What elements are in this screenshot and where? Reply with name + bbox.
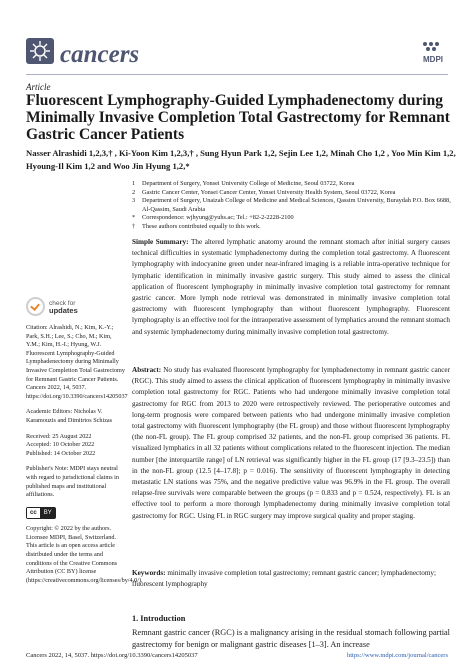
footer-citation[interactable]: Cancers 2022, 14, 5037. https://doi.org/10.3390/cancers14205037 (26, 652, 198, 659)
received-date: Received: 25 August 2022 (26, 432, 92, 440)
journal-name: cancers (60, 41, 140, 68)
correspondence: * Correspondence: wjhyung@yuhs.ac; Tel.: +82-2-2228-2100 (132, 214, 294, 221)
journal-link[interactable]: https://www.mdpi.com/journal/cancers (346, 652, 448, 659)
cancers-logo-icon (26, 38, 54, 64)
affiliations (132, 180, 452, 231)
author-line-2: Hyoung-Il Kim 1,2 and Woo Jin Hyung 1,2,* (26, 161, 190, 171)
article-sidebar (26, 297, 143, 585)
simple-summary: Simple Summary: The altered lymphatic anatomy around the remnant stomach after initial surgery causes technical difficulties in systematic lymphadenectomy during the completion total gastrectomy. A fluorescent lymphography with indocyanine green under near-infrared imaging is a reliable intra-operative technique for lymphatic identification in minimally invasive gastric surgery. This study aimed to assess the clinical application of fluorescent lymphography in minimally invasive completion total gastrectomy for remnant gastric cancer. More lymph node retrieval was demonstrated in minimally invasive completion total gastrectomy with fluorescent lymphography than without fluorescent lymphography. Fluorescent lymphography is an effective tool for the intraoperative assessment of lymphatics around the remnant stomach and systemic lymphadenectomy during minimally invasive completion total gastrectomy. (132, 238, 451, 336)
introduction-text: Remnant gastric cancer (RGC) is a malignancy arising in the residual stomach following partial gastrectomy for benign or malignant gastric diseases [1–3]. An increase (132, 628, 450, 649)
section-heading: 1. Introduction (132, 614, 186, 623)
equal-contribution-note: † These authors contributed equally to this work. (132, 222, 261, 230)
publisher-name: MDPI (423, 55, 443, 64)
check-for-updates-button[interactable]: check for updates (26, 297, 126, 316)
author-list (26, 147, 456, 173)
accepted-date: Accepted: 10 October 2022 (26, 441, 95, 449)
keywords: Keywords: minimally invasive completion total gastrectomy; remnant gastric cancer; lymphadenectomy; fluorescent lymphography (132, 569, 436, 589)
affiliation-item: 2 Gastric Cancer Center, Yonsei Cancer Center, Yonsei University Health System, Seoul 03722, Korea (132, 188, 396, 196)
article-title: Fluorescent Lymphography-Guided Lymphadenectomy during Minimally Invasive Completion Total Gastrectomy for Remnant Gastric Cancer Patients (26, 92, 450, 143)
header-divider (26, 74, 448, 75)
affiliation-item: 1 Department of Surgery, Yonsei University College of Medicine, Seoul 03722, Korea (132, 180, 355, 187)
author-line-1: Nasser Alrashidi 1,2,3,† , Ki-Yoon Kim 1,2,3,† , Sung Hyun Park 1,2, Sejin Lee 1,2, Minah Cho 1,2 , Yoo Min Kim 1,2, (26, 148, 456, 158)
publisher-note: Publisher's Note: MDPI stays neutral with regard to jurisdictional claims in published maps and institutional affiliations. (26, 465, 119, 499)
citation: Citation: Alrashidi, N.; Kim, K.-Y.; Park, S.H.; Lee, S.; Cho, M.; Kim, Y.M.; Kim, H.-I.; Hyung, W.J. Fluorescent Lymphography-Guided Lymphadenectomy during Minimally Invasive Completion Total Gastrectomy for Remnant Gastric Cancer Patients. Cancers 2022, 14, 5037. https://doi.org/10.3390/cancers14205037 (26, 324, 128, 400)
cc-by-license-badge[interactable]: cc BY (26, 507, 56, 520)
journal-header (0, 0, 474, 70)
affiliation-item: 3 Department of Surgery, Unaizah College of Medicine and Medical Sciences, Qassim University, Buraydah P.O. Box 6688, Al-Qassim, Saudi Arabia (132, 197, 451, 213)
copyright-notice: Copyright: © 2022 by the authors. Licensee MDPI, Basel, Switzerland. This article is an open access article distributed under the terms and conditions of the Creative Commons Attribution (CC BY) license (https://creativecommons.org/licenses/by/4.0/). (26, 525, 143, 584)
check-updates-icon (26, 297, 45, 316)
mdpi-logo-icon (416, 40, 450, 64)
published-date: Published: 14 October 2022 (26, 449, 96, 457)
article-type: Article (26, 82, 51, 92)
abstract: Abstract: No study has evaluated fluorescent lymphography for lymphadenectomy in remnant gastric cancer (RGC). This study aimed to assess the clinical application of fluorescent lymphography in minimally invasive completion total gastrectomy for RGC. Patients who had undergone minimally invasive completion total gastrectomy for RGC from 2013 to 2020 were retrospectively reviewed. The perioperative outcomes and long-term prognosis were compared between patients who had undergone minimally invasive completion total gastrectomy with fluorescent lymphography (the FL group) and those without fluorescent lymphography (the non-FL group). The FL group comprised 32 patients, and the non-FL group comprised 36 patients. FL visualized lymphatics in all 32 patients without complications related to the fluorescent injection. The median number [the interquartile range] of LN retrieval was significantly higher in the FL group (17 [9.3–23.5]) than in the non-FL group (12.5 [4–17.8]; p = 0.016). The sensitivity of fluorescent lymphography in detecting metastatic LN stations was 75%, and the negative predictive value was 96.9% in the FL group. The overall relapse-free survivals were comparable between the groups (p = 0.833 and p = 0.524, respectively). FL is an effective tool to perform a more thorough lymphadenectomy during minimally invasive completion total gastrectomy for RGC. Using FL in RGC surgery may improve surgical quality and proper staging. (132, 366, 450, 520)
academic-editors: Academic Editors: Nicholas V. Karamouzis and Dimitrios Schizas (26, 408, 113, 424)
page-footer (26, 652, 448, 659)
